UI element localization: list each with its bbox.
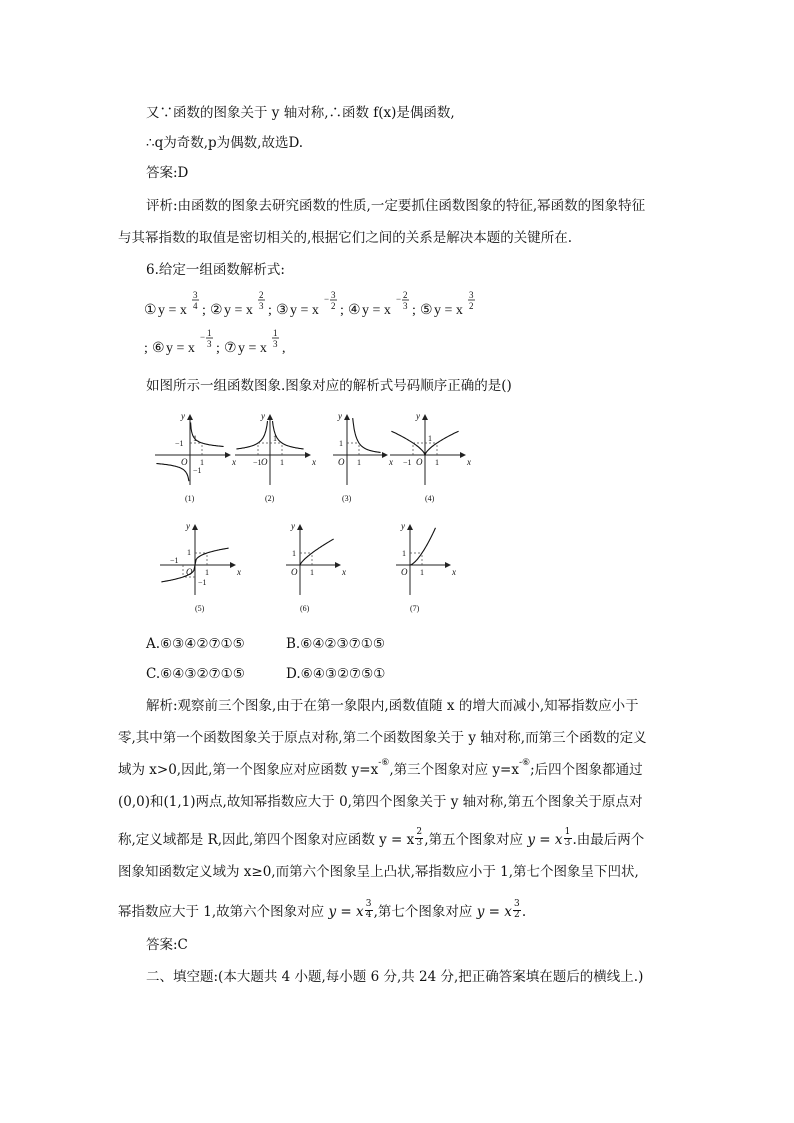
origin-label: O xyxy=(401,567,408,577)
item-mark: ④ xyxy=(348,303,361,318)
graph-panel xyxy=(160,521,241,613)
formula-base: y = x xyxy=(238,341,267,356)
tick-label: 1 xyxy=(292,549,296,558)
tick-label: 1 xyxy=(310,568,314,577)
item-mark: ⑥ xyxy=(152,341,165,356)
tick-label: 1 xyxy=(280,458,284,467)
formula-base: y = x xyxy=(158,303,187,318)
origin-label: O xyxy=(338,457,345,467)
graphs-figure xyxy=(150,405,480,625)
analysis-line: 称,定义域都是 R,因此,第四个图象对应函数 y = x 2 3 ,第五个图象对应 y = x 1 3 .由最后两个 xyxy=(118,827,645,848)
tick-label: 1 xyxy=(420,568,424,577)
graph-caption: (7) xyxy=(410,604,420,613)
analysis-line: 图象知函数定义域为 x≥0,而第六个图象呈上凸状,幂指数应小于 1,第七个图象呈下凹状, xyxy=(118,864,639,880)
formula-base: y = x xyxy=(166,341,195,356)
item-mark: ⑦ xyxy=(224,341,237,356)
graph-caption: (1) xyxy=(185,494,195,503)
curve xyxy=(273,421,304,449)
separator: ; xyxy=(202,303,206,318)
tick-label: 1 xyxy=(435,458,439,467)
exponent-numerator: 2 xyxy=(403,290,408,300)
exponent-sign: − xyxy=(324,294,330,304)
tick-label: 1 xyxy=(187,548,191,557)
axis-label-x: x xyxy=(237,567,241,577)
axis-label-y: y xyxy=(291,521,295,531)
exponent-sign: − xyxy=(200,332,206,342)
exponent-denominator: 4 xyxy=(193,301,198,311)
origin-label: O xyxy=(291,567,298,577)
exponent-denominator: 3 xyxy=(403,301,408,311)
tick-label: −1 xyxy=(403,458,412,467)
exponent-denominator: 3 xyxy=(273,339,278,349)
graph-caption: (4) xyxy=(425,494,435,503)
analysis-line: 域为 x>0,因此,第一个图象应对应函数 y=x-⑥,第三个图象对应 y=x-⑥;后四个图象都通过 xyxy=(118,758,643,778)
graph-caption: (2) xyxy=(265,494,275,503)
axis-label-x: x xyxy=(342,567,346,577)
separator: ; xyxy=(412,303,416,318)
axis-label-y: y xyxy=(186,521,190,531)
axis-label-y: y xyxy=(181,411,185,421)
separator: ; xyxy=(144,341,148,356)
exponent-numerator: 3 xyxy=(331,290,336,300)
exponent-numerator: 1 xyxy=(273,328,278,338)
exponent-numerator: 3 xyxy=(193,290,198,300)
option-c: C.⑥④③②⑦①⑤ xyxy=(146,666,245,682)
separator: ; xyxy=(268,303,272,318)
tick-label: −1 xyxy=(175,439,184,448)
exponent-denominator: 3 xyxy=(259,301,264,311)
exponent-sign: − xyxy=(396,294,402,304)
tick-label: 1 xyxy=(339,439,343,448)
item-mark: ② xyxy=(210,303,223,318)
exponent-denominator: 2 xyxy=(331,301,336,311)
axis-label-x: x xyxy=(232,457,236,467)
curve xyxy=(300,539,334,565)
tick-label: 1 xyxy=(402,549,406,558)
graph-panel xyxy=(390,411,471,503)
origin-label: O xyxy=(186,567,193,577)
axis-label-x: x xyxy=(312,457,316,467)
option-b: B.⑥④②③⑦①⑤ xyxy=(286,636,385,652)
axis-label-y: y xyxy=(401,521,405,531)
tick-label: 1 xyxy=(428,434,432,443)
tick-label: −1 xyxy=(170,556,179,565)
formula-row-2 xyxy=(142,326,342,362)
graph-panel xyxy=(396,521,456,613)
analysis-line: (0,0)和(1,1)两点,故知幂指数应大于 0,第四个图象关于 y 轴对称,第五个图象关于原点对 xyxy=(118,794,643,810)
graph-panel xyxy=(286,521,346,613)
tick-label: 1 xyxy=(357,458,361,467)
formula-base: y = x xyxy=(362,303,391,318)
answer-line: 答案:D xyxy=(146,165,189,181)
separator: , xyxy=(282,341,286,356)
answer-line: 答案:C xyxy=(146,937,188,953)
curve xyxy=(353,418,381,452)
tick-label: 1 xyxy=(273,434,277,443)
graph-caption: (5) xyxy=(195,604,205,613)
curve xyxy=(236,421,267,449)
tick-label: 1 xyxy=(205,568,209,577)
option-a: A.⑥③④②⑦①⑤ xyxy=(146,636,245,652)
origin-label: O xyxy=(181,457,188,467)
question-title: 6.给定一组函数解析式: xyxy=(146,262,285,278)
axis-label-y: y xyxy=(261,411,265,421)
tick-label: −1 xyxy=(193,466,202,475)
analysis-line: 零,其中第一个函数图象关于原点对称,第二个函数图象关于 y 轴对称,而第三个函数的定义 xyxy=(118,730,647,746)
graph-caption: (3) xyxy=(342,494,352,503)
axis-label-y: y xyxy=(416,411,420,421)
exponent-denominator: 2 xyxy=(469,301,474,311)
section-heading: 二、填空题:(本大题共 4 小题,每小题 6 分,共 24 分,把正确答案填在题后的横线上.) xyxy=(146,969,644,985)
axis-label-x: x xyxy=(389,457,393,467)
axis-label-y: y xyxy=(338,411,342,421)
item-mark: ① xyxy=(144,303,157,318)
exponent-numerator: 1 xyxy=(207,328,212,338)
separator: ; xyxy=(340,303,344,318)
curve xyxy=(410,528,436,565)
tick-label: −1 xyxy=(198,578,207,587)
axis-label-x: x xyxy=(452,567,456,577)
analysis-line: 幂指数应大于 1,故第六个图象对应 y = x 3 4 ,第七个图象对应 y = x 3 2 . xyxy=(118,899,527,920)
item-mark: ③ xyxy=(276,303,289,318)
exponent-numerator: 3 xyxy=(469,290,474,300)
tick-label: 1 xyxy=(193,434,197,443)
formula-base: y = x xyxy=(224,303,253,318)
text-line: 如图所示一组函数图象.图象对应的解析式号码顺序正确的是() xyxy=(146,378,512,394)
formula-row-1 xyxy=(142,288,542,324)
formula-base: y = x xyxy=(434,303,463,318)
exponent-numerator: 2 xyxy=(259,290,264,300)
graph-panel xyxy=(333,411,393,503)
axis-label-x: x xyxy=(467,457,471,467)
analysis-line: 解析:观察前三个图象,由于在第一象限内,函数值随 x 的增大而减小,知幂指数应小于 xyxy=(146,698,639,714)
exponent-denominator: 3 xyxy=(207,339,212,349)
graph-caption: (6) xyxy=(300,604,310,613)
text-line: 又∵函数的图象关于 y 轴对称,∴函数 f(x)是偶函数, xyxy=(146,105,455,121)
text-line: ∴q为奇数,p为偶数,故选D. xyxy=(146,135,304,151)
origin-label: O xyxy=(261,457,268,467)
tick-label: −1 xyxy=(253,458,262,467)
formula-base: y = x xyxy=(290,303,319,318)
origin-label: O xyxy=(416,457,423,467)
graph-panel xyxy=(235,411,316,503)
item-mark: ⑤ xyxy=(420,303,433,318)
option-d: D.⑥④③②⑦⑤① xyxy=(286,666,386,682)
separator: ; xyxy=(216,341,220,356)
tick-label: 1 xyxy=(200,458,204,467)
text-line: 评析:由函数的图象去研究函数的性质,一定要抓住函数图象的特征,幂函数的图象特征 xyxy=(146,198,646,214)
text-line: 与其幂指数的取值是密切相关的,根据它们之间的关系是解决本题的关键所在. xyxy=(118,230,573,246)
graph-panel xyxy=(155,411,236,503)
